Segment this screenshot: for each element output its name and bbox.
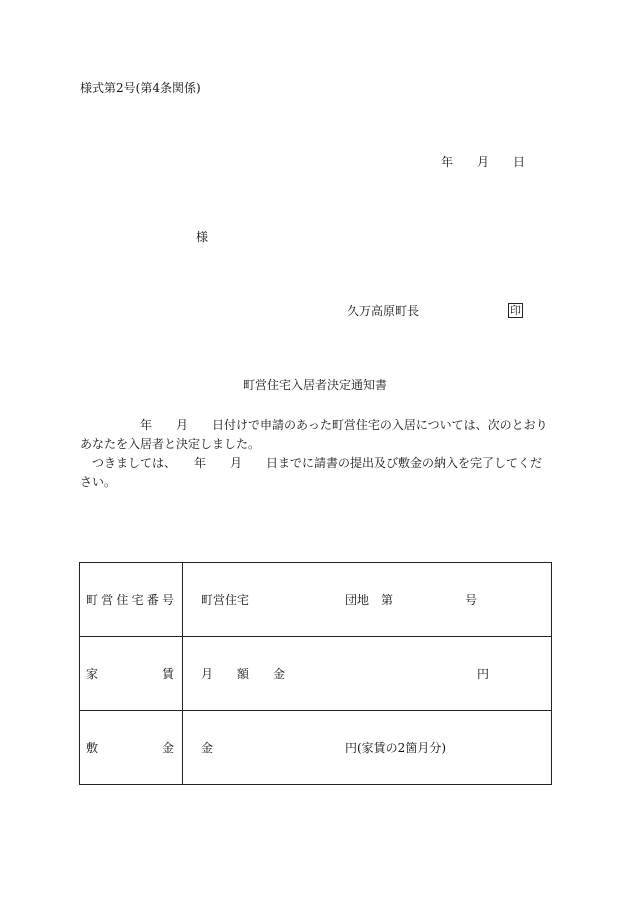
issuer-name: 久万高原町長 xyxy=(347,304,420,318)
label-char: 宅 xyxy=(131,593,144,607)
label-char: 住 xyxy=(116,593,129,607)
label-housing-number xyxy=(80,563,183,637)
label-char: 営 xyxy=(101,593,114,607)
form-number: 様式第2号(第4条関係) xyxy=(80,81,201,95)
label-char: 家 xyxy=(86,667,99,681)
notice-body xyxy=(80,416,552,492)
seal-stamp-box: 印 xyxy=(510,304,521,317)
table-row-rent xyxy=(80,637,552,711)
body-paragraph-1: 年 月 日付けで申請のあった町営住宅の入居については、次のとおりあなたを入居者と決定しました。 xyxy=(80,418,548,451)
label-char: 金 xyxy=(161,741,174,755)
value-deposit: 金 円(家賃の2箇月分) xyxy=(183,711,552,785)
body-paragraph-2: つきましては、 年 月 日までに請書の提出及び敷金の納入を完了してください。 xyxy=(80,456,543,489)
label-rent xyxy=(80,637,183,711)
label-char: 敷 xyxy=(86,741,99,755)
label-deposit xyxy=(80,711,183,785)
label-char: 賃 xyxy=(161,667,174,681)
label-char: 町 xyxy=(86,593,99,607)
label-char: 号 xyxy=(161,593,174,607)
housing-info-table xyxy=(79,562,552,785)
label-char: 番 xyxy=(146,593,159,607)
value-rent: 月 額 金 円 xyxy=(183,637,552,711)
table-row-housing-number xyxy=(80,563,552,637)
addressee-honorific: 様 xyxy=(196,230,209,244)
value-housing-number: 町営住宅 団地 第 号 xyxy=(183,563,552,637)
table-row-deposit xyxy=(80,711,552,785)
issue-date: 年 月 日 xyxy=(441,155,526,169)
document-title: 町営住宅入居者決定通知書 xyxy=(242,378,387,392)
